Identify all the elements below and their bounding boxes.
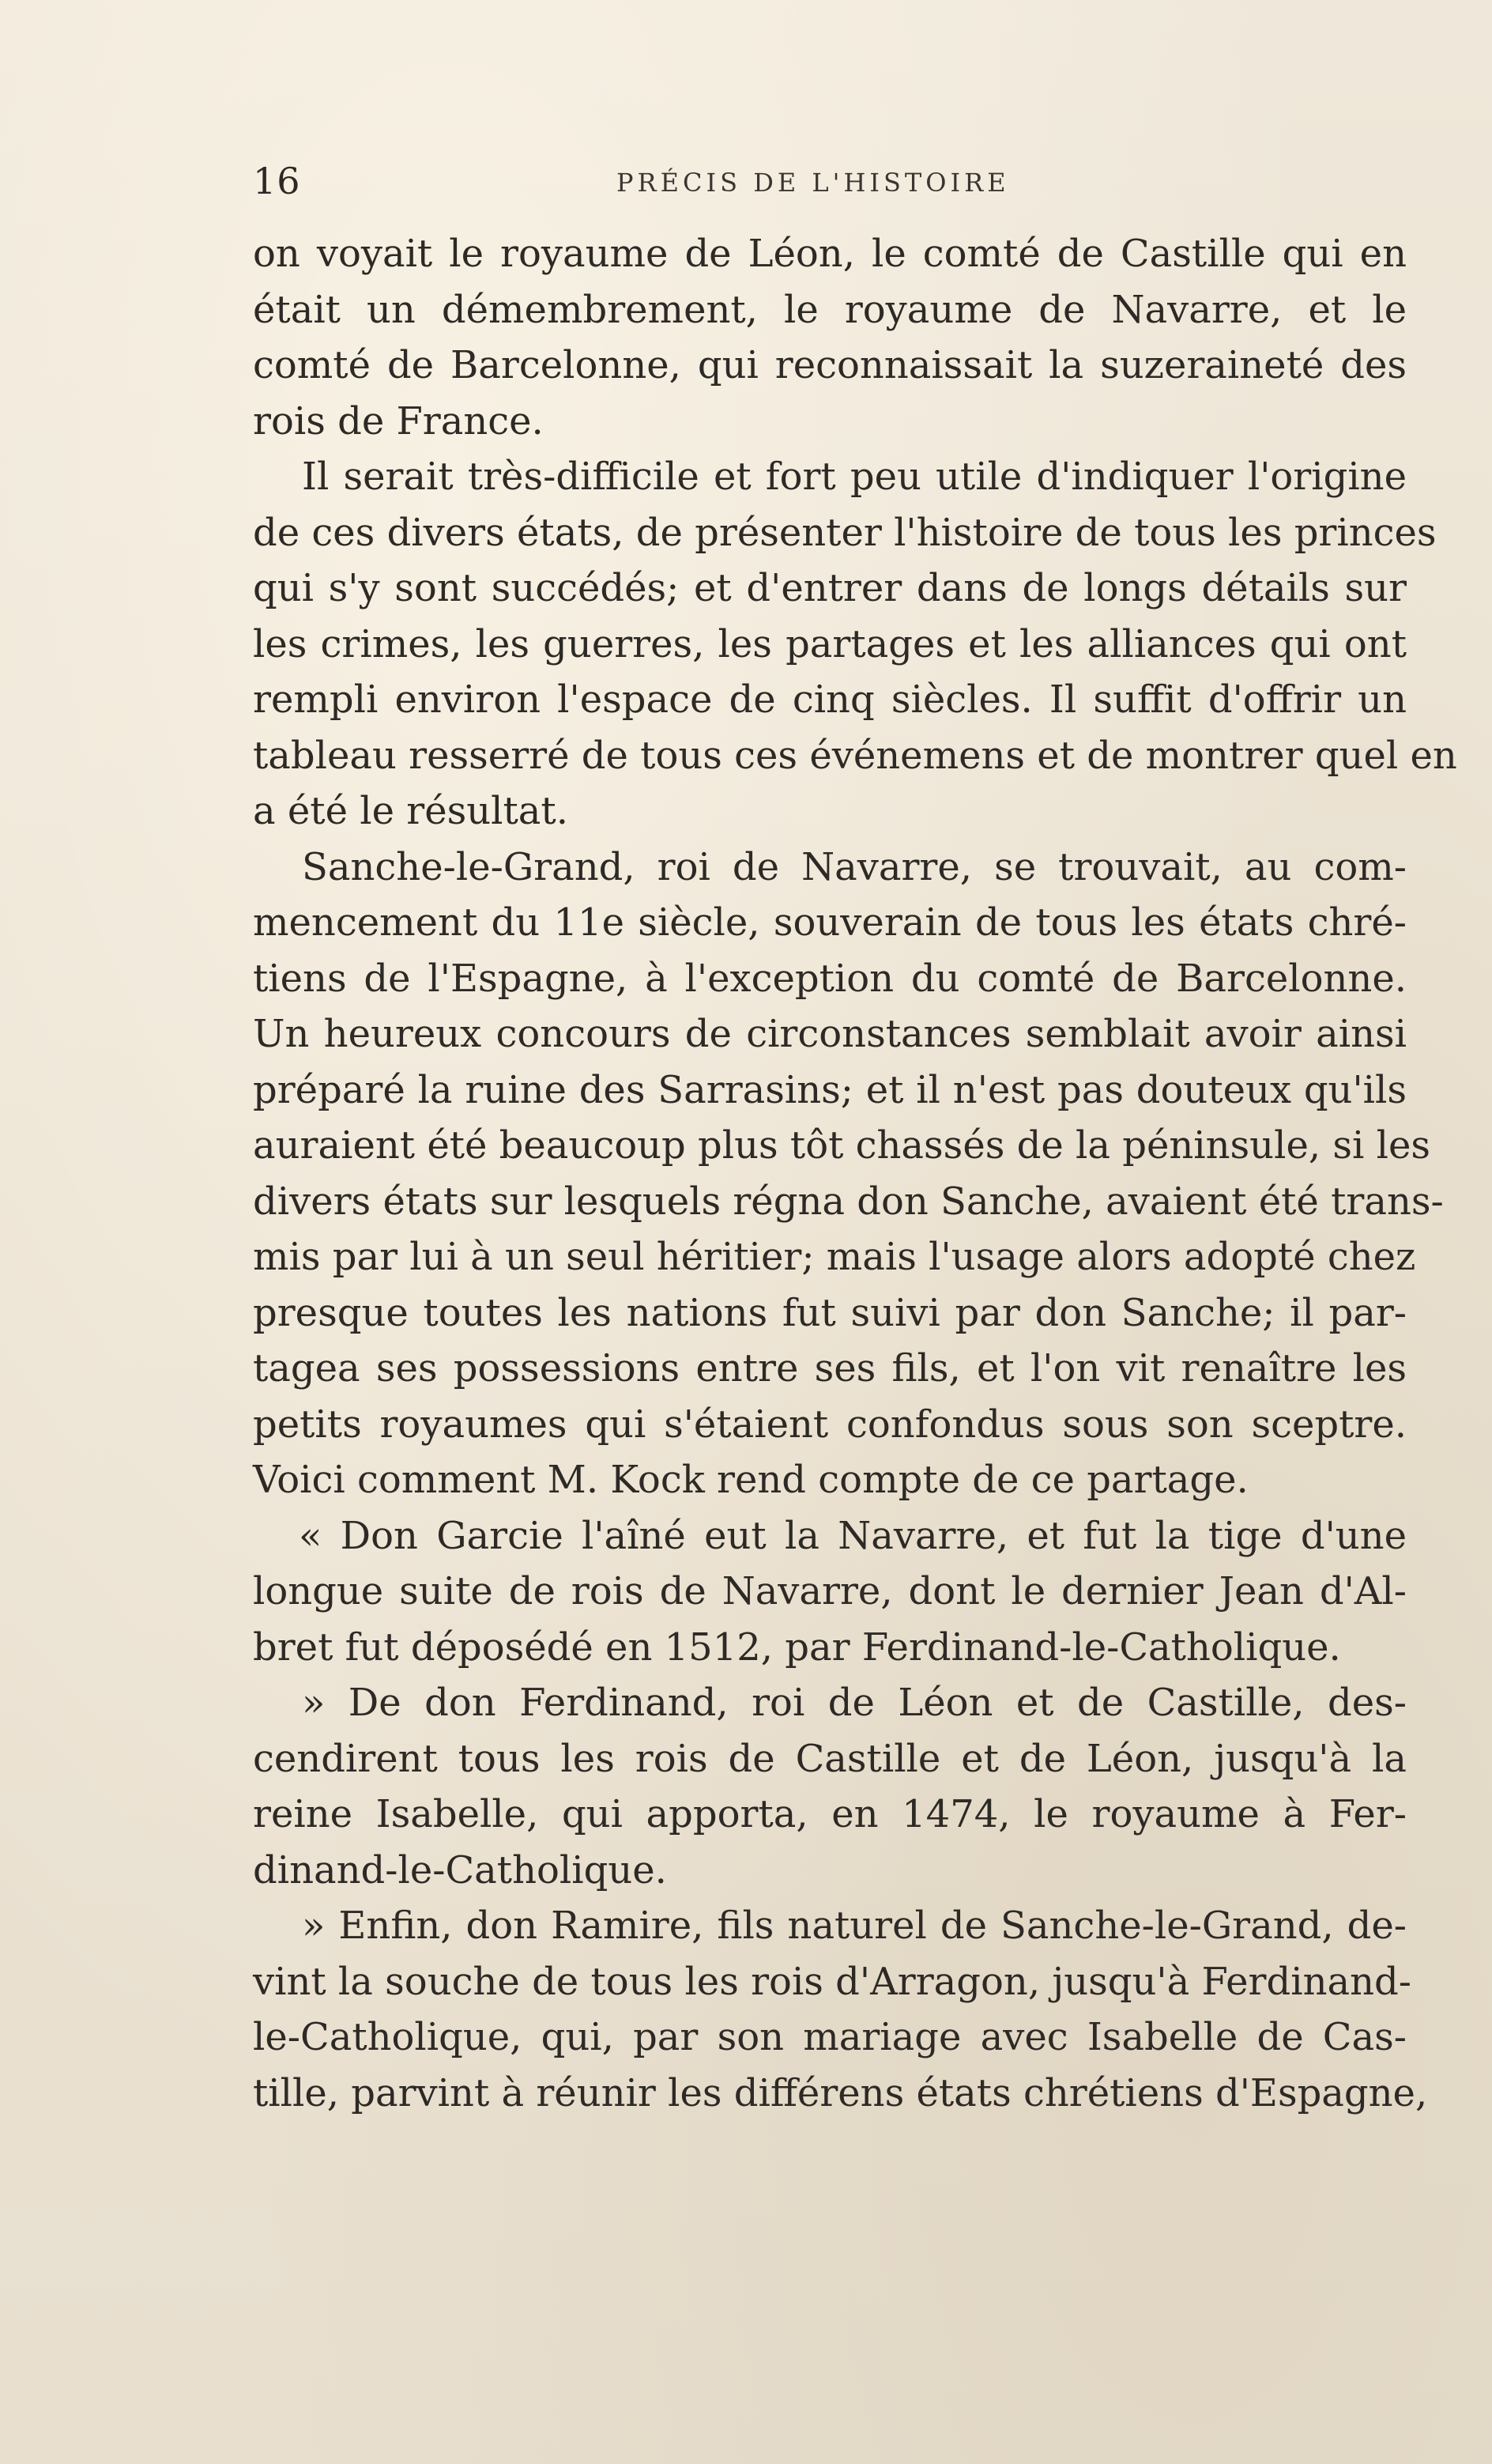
text-line: rois de France.	[253, 398, 544, 443]
text-line: petits royaumes qui s'étaient confondus sous son sceptre.	[253, 1402, 1407, 1447]
text-line: Il serait très-difficile et fort peu utile d'indiquer l'origine	[302, 455, 1407, 499]
text-line: a été le résultat.	[253, 789, 568, 833]
text-line: comté de Barcelonne, qui reconnaissait la suzeraineté des	[253, 343, 1407, 387]
text-line: Un heureux concours de circonstances semblait avoir ainsi	[253, 1012, 1407, 1056]
body-text	[253, 226, 1457, 2121]
text-line: tiens de l'Espagne, à l'exception du comté de Barcelonne.	[253, 956, 1407, 1001]
text-line: » De don Ferdinand, roi de Léon et de Castille, des-	[302, 1681, 1407, 1725]
text-line: cendirent tous les rois de Castille et de Léon, jusqu'à la	[253, 1736, 1407, 1781]
text-line: « Don Garcie l'aîné eut la Navarre, et fut la tige d'une	[299, 1513, 1407, 1558]
text-line: rempli environ l'espace de cinq siècles. Il suffit d'offrir un	[253, 677, 1407, 722]
text-line: les crimes, les guerres, les partages et les alliances qui ont	[253, 621, 1407, 666]
text-line: de ces divers états, de présenter l'histoire de tous les princes	[253, 510, 1437, 555]
text-line: longue suite de rois de Navarre, dont le dernier Jean d'Al-	[253, 1569, 1407, 1613]
text-line: auraient été beaucoup plus tôt chassés de la péninsule, si les	[253, 1123, 1430, 1168]
text-line: le-Catholique, qui, par son mariage avec Isabelle de Cas-	[253, 2015, 1407, 2059]
page-number: 16	[253, 160, 301, 202]
text-line: » Enfin, don Ramire, fils naturel de Sanche-le-Grand, de-	[302, 1904, 1407, 1948]
text-line: Sanche-le-Grand, roi de Navarre, se trouvait, au com-	[302, 844, 1407, 889]
text-line: qui s'y sont succédés; et d'entrer dans de longs détails sur	[253, 566, 1407, 610]
text-line: vint la souche de tous les rois d'Arragon, jusqu'à Ferdinand-	[253, 1959, 1411, 2004]
text-line: on voyait le royaume de Léon, le comté de Castille qui en	[253, 232, 1407, 276]
text-line: mis par lui à un seul héritier; mais l'usage alors adopté chez	[253, 1235, 1416, 1279]
text-line: était un démembrement, le royaume de Navarre, et le	[253, 287, 1407, 332]
text-line: presque toutes les nations fut suivi par don Sanche; il par-	[253, 1290, 1407, 1335]
text-line: divers états sur lesquels régna don Sanche, avaient été trans-	[253, 1179, 1444, 1224]
text-line: Voici comment M. Kock rend compte de ce partage.	[253, 1458, 1249, 1502]
text-line: bret fut déposédé en 1512, par Ferdinand-le-Catholique.	[253, 1624, 1341, 1670]
text-line: tagea ses possessions entre ses fils, et l'on vit renaître les	[253, 1346, 1407, 1390]
text-line: mencement du 11e siècle, souverain de tous les états chré-	[253, 900, 1407, 945]
page-header	[253, 160, 1407, 207]
text-line: dinand-le-Catholique.	[253, 1847, 667, 1892]
text-line: tille, parvint à réunir les différens états chrétiens d'Espagne,	[253, 2070, 1428, 2115]
text-line: tableau resserré de tous ces événemens et de montrer quel en	[253, 733, 1457, 778]
text-line: reine Isabelle, qui apporta, en 1474, le royaume à Fer-	[253, 1792, 1407, 1836]
running-title: PRÉCIS DE L'HISTOIRE	[616, 168, 1010, 198]
text-line: préparé la ruine des Sarrasins; et il n'est pas douteux qu'ils	[253, 1067, 1407, 1112]
